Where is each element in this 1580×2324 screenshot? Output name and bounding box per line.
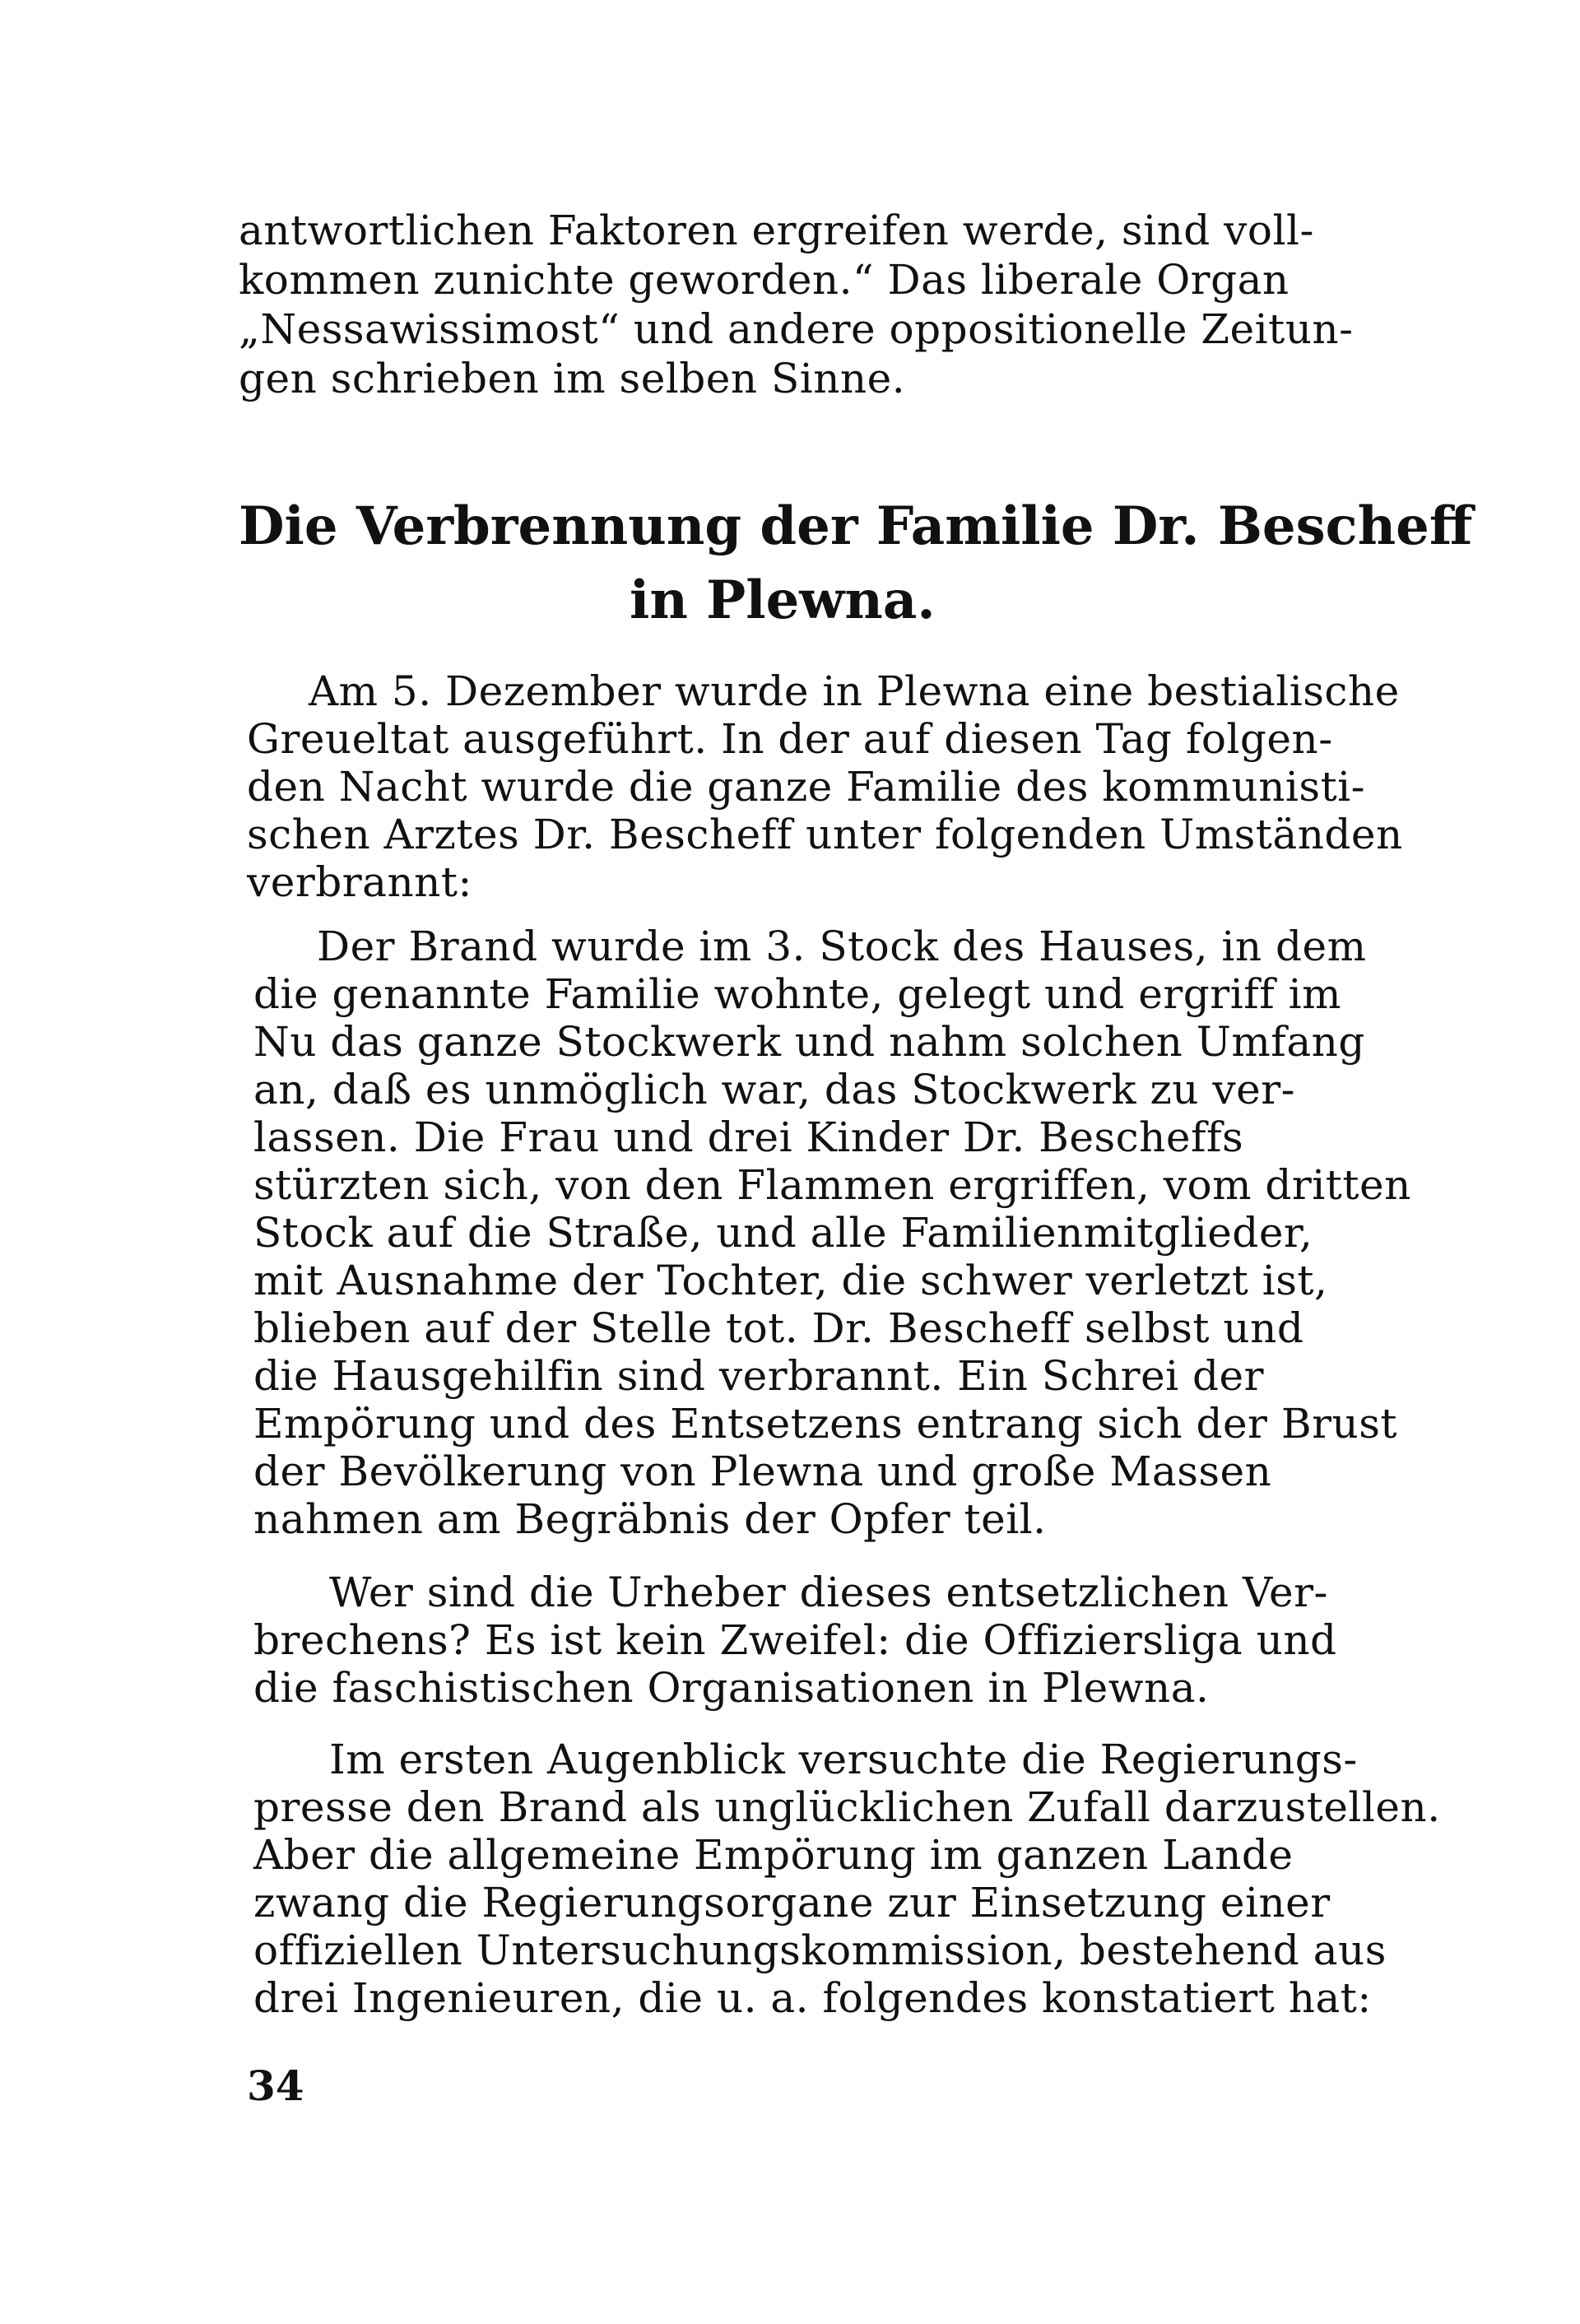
text-line: Greueltat ausgeführt. In der auf diesen Tag folgen- — [247, 715, 1333, 763]
text-line: mit Ausnahme der Tochter, die schwer verletzt ist, — [253, 1257, 1328, 1304]
text-line: stürzten sich, von den Flammen ergriffen, vom dritten — [253, 1161, 1411, 1209]
text-line: Wer sind die Urheber dieses entsetzlichen Ver- — [329, 1569, 1328, 1616]
text-line: die faschistischen Organisationen in Plewna. — [253, 1664, 1210, 1712]
text-line: gen schrieben im selben Sinne. — [239, 355, 906, 402]
text-line: nahmen am Begräbnis der Opfer teil. — [253, 1495, 1047, 1543]
text-line: Der Brand wurde im 3. Stock des Hauses, in dem — [317, 923, 1367, 970]
text-line: der Bevölkerung von Plewna und große Massen — [253, 1448, 1272, 1495]
text-line: die genannte Familie wohnte, gelegt und ergriff im — [253, 970, 1341, 1018]
heading-line: Die Verbrennung der Familie Dr. Bescheff — [239, 495, 1473, 557]
text-line: „Nessawissimost“ und andere oppositionelle Zeitun- — [239, 305, 1354, 353]
text-line: schen Arztes Dr. Bescheff unter folgenden Umständen — [247, 811, 1403, 858]
text-line: Stock auf die Straße, und alle Familienmitglieder, — [253, 1209, 1313, 1257]
text-line: presse den Brand als unglücklichen Zufall darzustellen. — [253, 1783, 1441, 1831]
text-line: drei Ingenieuren, die u. a. folgendes konstatiert hat: — [253, 1974, 1372, 2022]
text-line: zwang die Regierungsorgane zur Einsetzung einer — [253, 1879, 1331, 1927]
text-line: kommen zunichte geworden.“ Das liberale Organ — [239, 256, 1290, 304]
text-line: Nu das ganze Stockwerk und nahm solchen Umfang — [253, 1018, 1365, 1066]
text-line: Aber die allgemeine Empörung im ganzen Lande — [253, 1831, 1294, 1879]
text-line: blieben auf der Stelle tot. Dr. Bescheff selbst und — [253, 1304, 1304, 1352]
text-line: brechens? Es ist kein Zweifel: die Offiziersliga und — [253, 1616, 1337, 1664]
text-line: antwortlichen Faktoren ergreifen werde, sind voll- — [239, 207, 1314, 254]
text-line: Empörung und des Entsetzens entrang sich der Brust — [253, 1400, 1397, 1448]
text-line: verbrannt: — [247, 858, 472, 906]
text-line: an, daß es unmöglich war, das Stockwerk zu ver- — [253, 1066, 1296, 1113]
text-line: lassen. Die Frau und drei Kinder Dr. Bescheffs — [253, 1113, 1244, 1161]
text-line: die Hausgehilfin sind verbrannt. Ein Schrei der — [253, 1352, 1265, 1400]
text-line: offiziellen Untersuchungskommission, bestehend aus — [253, 1927, 1387, 1974]
page-number: 34 — [247, 2061, 304, 2110]
text-line: Am 5. Dezember wurde in Plewna eine bestialische — [309, 667, 1400, 715]
heading-line: in Plewna. — [630, 569, 936, 631]
text-line: den Nacht wurde die ganze Familie des kommunisti- — [247, 763, 1366, 811]
text-line: Im ersten Augenblick versuchte die Regierungs- — [329, 1736, 1358, 1783]
